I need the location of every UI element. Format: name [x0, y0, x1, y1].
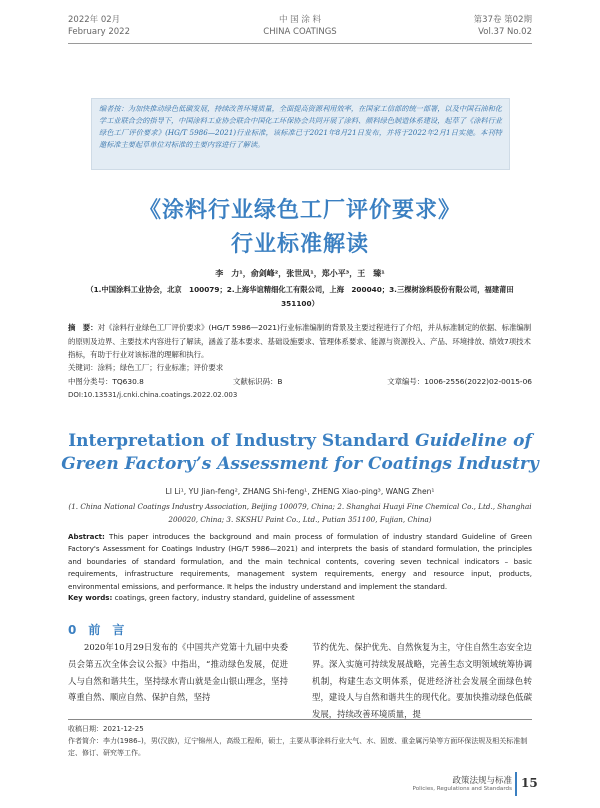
section-heading [68, 621, 124, 638]
abstract-en [68, 531, 532, 593]
header-divider [68, 43, 532, 44]
header-volume-en: Vol.37 No.02 [478, 27, 532, 37]
title-en-italic-1: Guideline of [415, 431, 532, 451]
footer-accent-bar [515, 772, 517, 796]
author-bio: 作者简介：李力(1986–)，男(汉族)，辽宁锦州人，高级工程师，硕士，主要从事涂料行业大气、水、固废、重金属污染等方面环保法规及相关标准制定、修订、研究等工作。 [68, 737, 528, 757]
article-title-en-line1 [0, 431, 600, 451]
article-title-cn-line2: 行业标准解读 [230, 232, 369, 257]
footer-section-en: Policies, Regulations and Standards [412, 786, 512, 792]
footnote-divider [68, 719, 532, 720]
abstract-en-label: Abstract: [68, 532, 105, 541]
abstract-en-text: This paper introduces the background and main process of formulation of industry standard Guideline of Green Factory's Assessment for Coatings Industry (HG/T 5986—2021) and interprets the basis of standard formulation, the principles and boundaries of standard formulation, and the main technical contents, covering seven technical indicators – basic requirements, infrastructure requirements, management system requirements, energy and resource input, products, environmental emissions, and performance. It helps the industry understand and implement the standard. [68, 532, 532, 591]
footer-section-cn: 政策法规与标准 [452, 776, 512, 786]
document-code: 文献标识码：B [233, 377, 283, 386]
header-journal-cn: 中 国 涂 料 [278, 15, 322, 25]
clc-number: 中图分类号：TQ630.8 [68, 377, 144, 386]
keywords-en-label: Key words: [68, 593, 113, 602]
abstract-cn-text: 对《涂料行业绿色工厂评价要求》(HG/T 5986—2021)行业标准编制的背景及主要过程进行了介绍，并从标准制定的依据、标准编制的原则及边界、主要技术内容进行了解读，涵盖了基本要求、基础设施要求、管理体系要求、能源与资源投入、产品、环境排放、绩效7项技术指标，有助于行业对该标准的理解和执行。 [68, 323, 532, 359]
section-title: 前 言 [88, 623, 125, 637]
body-column-left: 2020年10月29日发布的《中国共产党第十九届中央委员会第五次全体会议公报》中指出，“推动绿色发展，促进人与自然和谐共生，坚持绿水青山就是金山银山理念，坚持尊重自然、顺应自然、保护自然，坚持 [68, 642, 288, 703]
article-title-cn-line1: 《涂料行业绿色工厂评价要求》 [138, 198, 461, 223]
keywords-cn: 关键词：涂料；绿色工厂；行业标准；评价要求 [68, 363, 224, 372]
authors-en: LI Li¹, YU Jian-feng², ZHANG Shi-feng¹, ZHENG Xiao-ping³, WANG Zhen¹ [165, 487, 435, 496]
footer-section [413, 774, 512, 792]
authors-cn: 李 力¹，俞剑峰²，张世凤¹，郑小平³，王 臻¹ [215, 269, 385, 278]
header-volume [474, 14, 532, 38]
header-journal-en: CHINA COATINGS [263, 27, 337, 37]
keywords-en-text: coatings, green factory, industry standard, guideline of assessment [114, 593, 355, 602]
abstract-cn-label: 摘 要： [68, 323, 98, 332]
article-title-en-line2 [0, 454, 600, 474]
header-date-cn: 2022年 02月 [68, 15, 121, 25]
keywords-en [68, 593, 355, 602]
title-en-plain: Interpretation of Industry Standard [68, 431, 416, 451]
affiliations-en: (1. China National Coatings Industry Association, Beijing 100079, China; 2. Shanghai Huayi Fine Chemical Co., Ltd., Shanghai 200020, China; 3. SKSHU Paint Co., Ltd., Putian 351100, Fujian, China) [68, 502, 532, 524]
title-en-italic-2: Green Factory’s Assessment for Coatings Industry [61, 454, 539, 474]
body-column-right: 节约优先、保护优先、自然恢复为主，守住自然生态安全边界。深入实施可持续发展战略，完善生态文明领域统筹协调机制，构建生态文明体系，促进经济社会发展全面绿色转型，建设人与自然和谐共生的现代化。要加快推动绿色低碳发展，持续改善环境质量，提 [312, 642, 532, 720]
page-number: 15 [521, 776, 538, 790]
received-date: 收稿日期：2021-12-25 [68, 725, 144, 733]
affiliations-cn: （1.中国涂料工业协会，北京 100079；2.上海华谊精细化工有限公司，上海 200040；3.三棵树涂料股份有限公司，福建莆田 351100） [86, 285, 514, 308]
abstract-cn [68, 321, 532, 362]
section-number: 0 [68, 623, 77, 637]
editor-note: 编者按：为加快推动绿色低碳发展，持续改善环境质量，全面提高资源利用效率，在国家工信部的统一部署，以及中国石油和化学工业联合会的指导下，中国涂料工业协会联合中国化工环保协会共同开展了涂料、颜料绿色制造体系建设，起草了《涂料行业绿色工厂评价要求》(HG/T 5986—2021)行业标准，该标准已于2021年8月21日发布，并将于2022年2月1日实施。本刊特邀标准主要起草单位对标准的主要内容进行了解读。 [91, 98, 510, 170]
header-volume-cn: 第37卷 第02期 [473, 15, 532, 25]
header-date-en: February 2022 [68, 27, 130, 37]
doi: DOI:10.13531/j.cnki.china.coatings.2022.02.003 [68, 391, 238, 399]
article-number: 文章编号：1006-2556(2022)02-0015-06 [387, 377, 532, 386]
